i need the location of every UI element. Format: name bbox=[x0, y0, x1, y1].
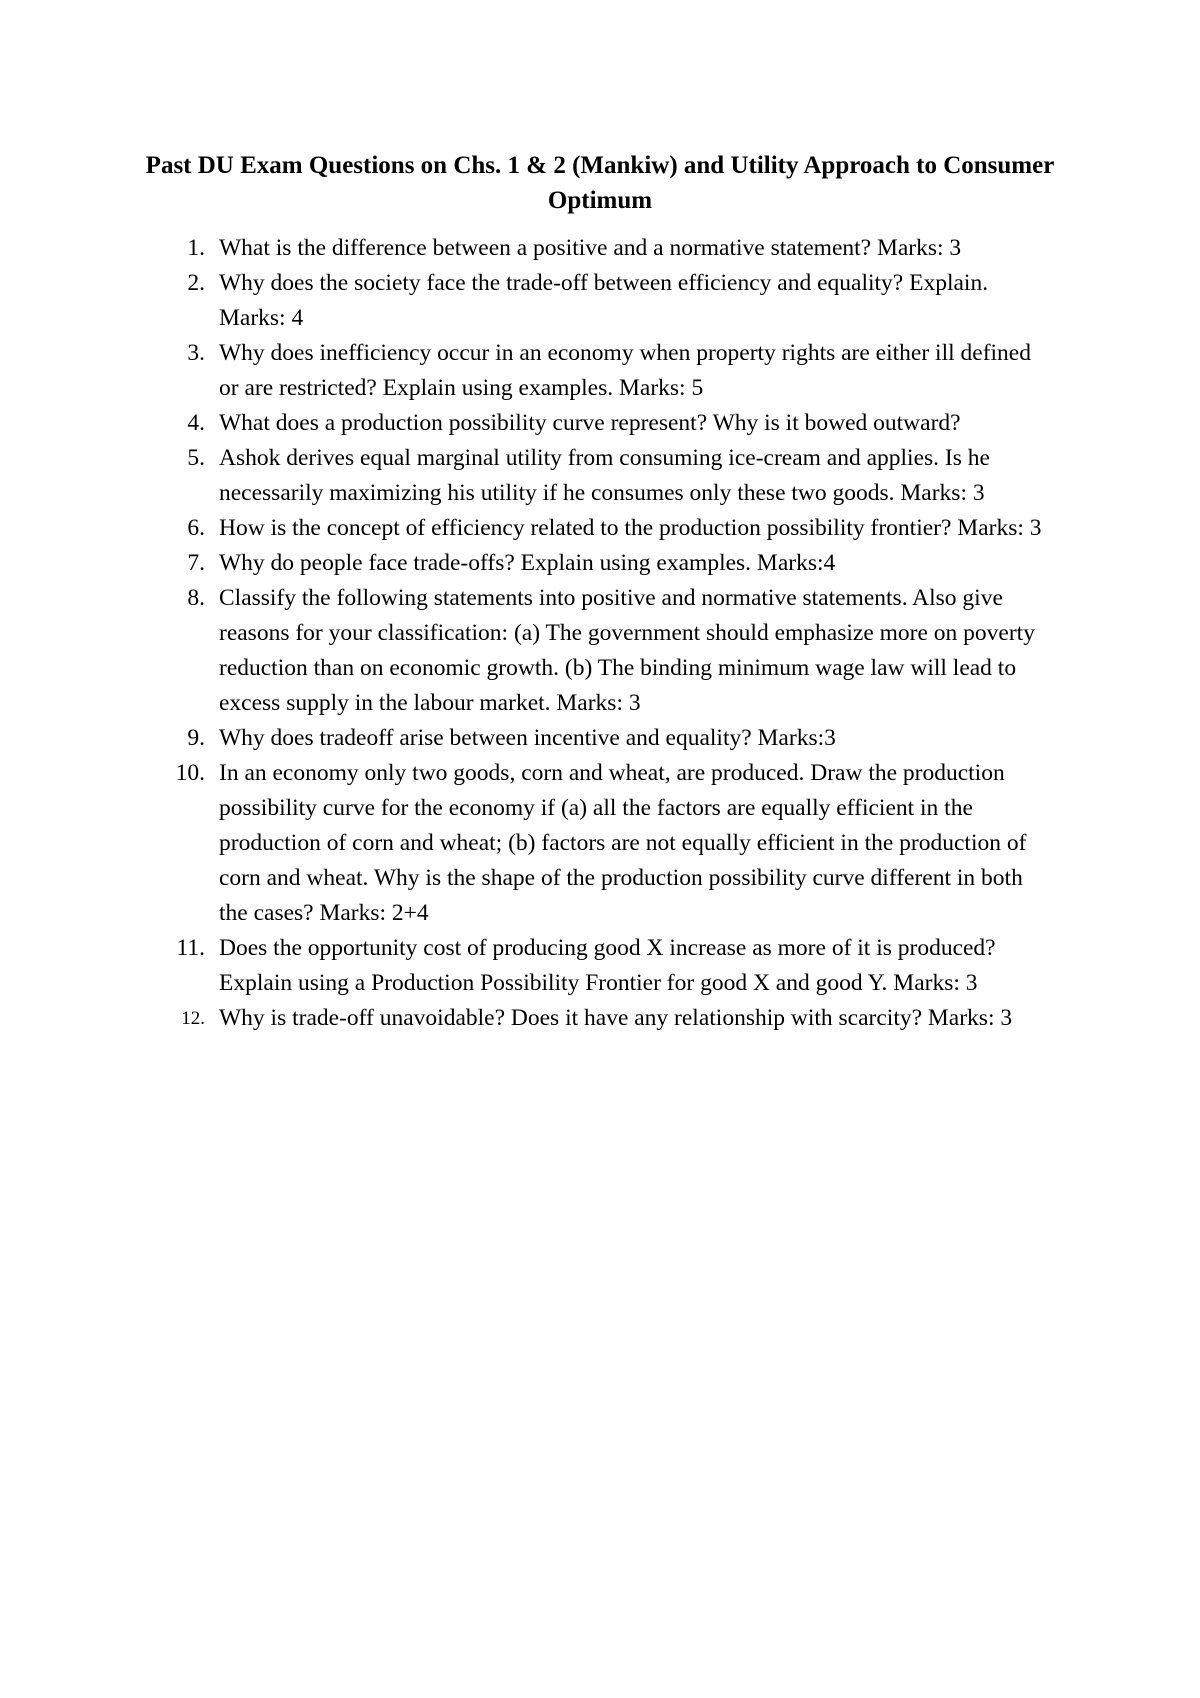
question-number: 8. bbox=[187, 585, 205, 611]
question-text: How is the concept of efficiency related to the production possibility frontier? Marks: 3 bbox=[219, 515, 1042, 541]
question-text: Classify the following statements into positive and normative statements. Also give reasons for your classification: (a) The government should emphasize more on poverty reduction than on economic growth. (b) The binding minimum wage law will lead to excess supply in the labour market. Marks: 3 bbox=[219, 585, 1035, 716]
question-number: 11. bbox=[176, 935, 205, 961]
question-item bbox=[0, 511, 1049, 546]
question-number: 6. bbox=[187, 515, 205, 541]
question-number: 9. bbox=[187, 725, 205, 751]
question-item bbox=[0, 231, 1049, 266]
question-number: 5. bbox=[187, 445, 205, 471]
question-number: 12. bbox=[181, 1008, 205, 1029]
question-text: What does a production possibility curve represent? Why is it bowed outward? bbox=[219, 410, 961, 436]
question-item bbox=[0, 406, 1049, 441]
question-text: Why do people face trade-offs? Explain using examples. Marks:4 bbox=[219, 550, 836, 576]
question-text: Why is trade-off unavoidable? Does it have any relationship with scarcity? Marks: 3 bbox=[219, 1005, 1013, 1031]
question-text: Why does the society face the trade-off between efficiency and equality? Explain. Marks: 4 bbox=[219, 270, 989, 331]
document-title: Past DU Exam Questions on Chs. 1 & 2 (Mankiw) and Utility Approach to Consumer Optimum bbox=[145, 152, 1055, 214]
question-text: Does the opportunity cost of producing good X increase as more of it is produced? Explain using a Production Possibility Frontier for good X and good Y. Marks: 3 bbox=[219, 935, 996, 996]
question-item bbox=[0, 581, 1049, 721]
question-text: Why does inefficiency occur in an economy when property rights are either ill defined or are restricted? Explain using examples. Marks: 5 bbox=[219, 340, 1031, 401]
question-item bbox=[0, 1001, 1049, 1036]
question-item bbox=[0, 756, 1049, 931]
question-number: 1. bbox=[187, 235, 205, 261]
question-text: What is the difference between a positive and a normative statement? Marks: 3 bbox=[219, 235, 962, 261]
question-list bbox=[0, 231, 1200, 1036]
question-text: Why does tradeoff arise between incentive and equality? Marks:3 bbox=[219, 725, 836, 751]
question-number: 3. bbox=[187, 340, 205, 366]
question-text: Ashok derives equal marginal utility from consuming ice-cream and applies. Is he necessarily maximizing his utility if he consumes only these two goods. Marks: 3 bbox=[219, 445, 990, 506]
question-item bbox=[0, 266, 1049, 336]
question-item bbox=[0, 441, 1049, 511]
question-number: 7. bbox=[187, 550, 205, 576]
question-number: 10. bbox=[175, 760, 205, 786]
question-text: In an economy only two goods, corn and wheat, are produced. Draw the production possibility curve for the economy if (a) all the factors are equally efficient in the production of corn and wheat; (b) factors are not equally efficient in the production of corn and wheat. Why is the shape of the production possibility curve different in both the cases? Marks: 2+4 bbox=[219, 760, 1027, 926]
question-number: 2. bbox=[187, 270, 205, 296]
question-item bbox=[0, 336, 1049, 406]
question-item bbox=[0, 546, 1049, 581]
question-item bbox=[0, 721, 1049, 756]
question-item bbox=[0, 931, 1049, 1001]
question-number: 4. bbox=[187, 410, 205, 436]
